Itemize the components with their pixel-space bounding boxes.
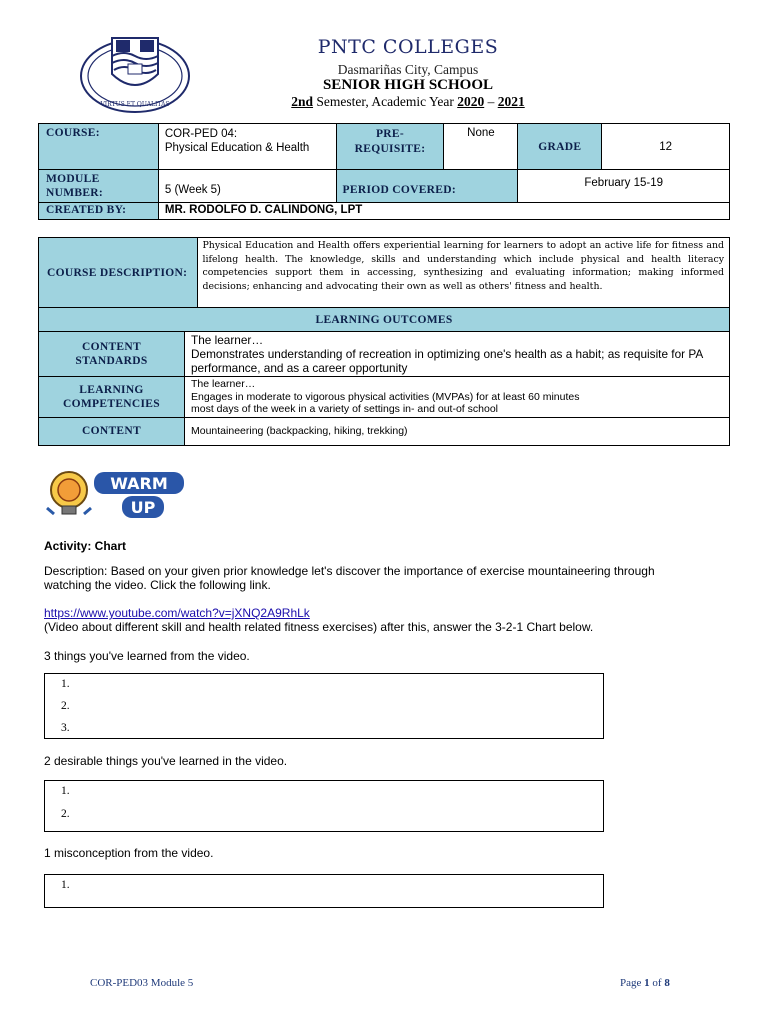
footer-page-number (620, 977, 670, 989)
seal-text: VIRTUS ET QUALITAS (100, 101, 170, 108)
footer-module: COR-PED03 Module 5 (90, 977, 194, 989)
learning-outcomes-heading: LEARNING OUTCOMES (315, 313, 453, 326)
content-standards-line1: The learner… (191, 333, 264, 347)
page-word: Page (620, 977, 642, 989)
of-word: of (652, 977, 662, 989)
answer-2-item-1: 1. (61, 785, 70, 797)
warm-up-text-line1: WARM (110, 474, 168, 493)
warm-up-badge (44, 466, 188, 522)
grade-label: GRADE (538, 140, 582, 153)
answer-3-item-3: 3. (61, 722, 70, 734)
answer-box-2[interactable] (44, 780, 604, 832)
learning-competencies-label-line1: LEARNING (79, 383, 144, 396)
course-code: COR-PED 04: (164, 128, 238, 140)
created-label-cell (39, 203, 159, 220)
activity-description-line1: Description: Based on your given prior knowledge let's discover the importance of exercise mountaineering through (44, 564, 655, 578)
grade-value: 12 (659, 140, 673, 153)
answer-box-1[interactable] (44, 874, 604, 908)
period-value-cell (518, 170, 730, 203)
warm-up-text-line2: UP (130, 498, 156, 517)
answer-3-item-1: 1. (61, 678, 70, 690)
school-level: SENIOR HIGH SCHOOL (322, 77, 494, 93)
content-standards-label-cell (39, 332, 185, 377)
content-standards-text-cell (185, 332, 730, 377)
prereq-label-line2: REQUISITE: (354, 143, 426, 155)
period-label-cell (336, 170, 518, 203)
created-value-cell (158, 203, 729, 220)
semester-ordinal: 2nd (291, 94, 314, 109)
answer-3-item-2: 2. (61, 700, 70, 712)
campus-name: Dasmariñas City, Campus (337, 62, 479, 77)
created-value: MR. RODOLFO D. CALINDONG, LPT (164, 204, 363, 216)
created-label: CREATED BY: (46, 204, 127, 216)
prereq-value: None (467, 127, 495, 139)
grade-value-cell (602, 124, 730, 170)
course-label: COURSE: (46, 127, 100, 139)
college-name: PNTC COLLEGES (317, 36, 499, 58)
course-value-cell (158, 124, 336, 170)
video-link[interactable]: https://www.youtube.com/watch?v=jXNQ2A9RhLk (44, 606, 310, 620)
course-description-label-cell (39, 238, 198, 308)
learning-outcomes-table (38, 237, 730, 446)
school-seal-logo (78, 30, 192, 116)
course-description-text: Physical Education and Health offers experiential learning for learners to adopt an active life for fitness and lifelong health. The knowledge, skills and understanding which include physical and health literacy competencies support them in accessing, synthesizing and evaluating information; making informed decisions; enhancing and advocating their own as well as others' fitness and health. (197, 238, 730, 308)
page-total: 8 (664, 977, 670, 989)
year-dash: – (487, 94, 495, 109)
prereq-label-cell (336, 124, 444, 170)
content-label-cell (39, 417, 185, 445)
activity-description-line2: watching the video. Click the following link. (44, 578, 271, 592)
semester-middle: Semester, Academic Year (316, 94, 454, 109)
learning-competencies-label-cell (39, 377, 185, 418)
course-description-label: COURSE DESCRIPTION: (47, 266, 188, 279)
activity-title: Activity: Chart (44, 539, 127, 553)
content-value-cell (185, 417, 730, 445)
content-standards-label-line1: CONTENT (82, 341, 141, 353)
page-current: 1 (644, 977, 650, 989)
period-label: PERIOD COVERED: (342, 184, 456, 196)
prereq-label-line1: PRE- (375, 128, 405, 140)
learning-outcomes-heading-cell (39, 308, 730, 332)
year-start: 2020 (457, 94, 485, 109)
period-value: February 15-19 (584, 177, 663, 189)
learning-competencies-text-cell (185, 377, 730, 418)
semester-line (228, 94, 588, 110)
content-value: Mountaineering (backpacking, hiking, trekking) (191, 424, 408, 437)
question-1-misconception: 1 misconception from the video. (44, 846, 214, 860)
module-label-cell (39, 170, 159, 203)
course-info-table (38, 123, 730, 220)
answer-box-3[interactable] (44, 673, 604, 739)
module-value-cell (158, 170, 336, 203)
course-label-cell (39, 124, 159, 170)
learning-competencies-line1: The learner… (191, 378, 256, 390)
question-2-things: 2 desirable things you've learned in the video. (44, 754, 288, 768)
question-3-things: 3 things you've learned from the video. (44, 649, 250, 663)
content-standards-label-line2: STANDARDS (75, 355, 148, 367)
learning-competencies-label-line2: COMPETENCIES (63, 397, 160, 410)
answer-1-item-1: 1. (61, 879, 70, 891)
content-label: CONTENT (82, 425, 141, 437)
learning-competencies-line3: most days of the week in a variety of settings in- and out-of school (191, 403, 498, 415)
course-name: Physical Education & Health (164, 142, 310, 154)
module-label-line1: MODULE (46, 173, 100, 185)
video-note: (Video about different skill and health related fitness exercises) after this, answer the 3-2-1 Chart below. (44, 620, 594, 634)
content-standards-line2: Demonstrates understanding of recreation in optimizing one's health as a habit; as requisite for PA performance, and as a career opportunity (191, 347, 703, 375)
prereq-value-cell (444, 124, 518, 170)
answer-2-item-2: 2. (61, 808, 70, 820)
module-label-line2: NUMBER: (46, 187, 104, 199)
year-end: 2021 (497, 94, 525, 109)
grade-label-cell (518, 124, 602, 170)
learning-competencies-line2: Engages in moderate to vigorous physical activities (MVPAs) for at least 60 minutes (191, 390, 580, 403)
module-value: 5 (Week 5) (164, 184, 221, 196)
